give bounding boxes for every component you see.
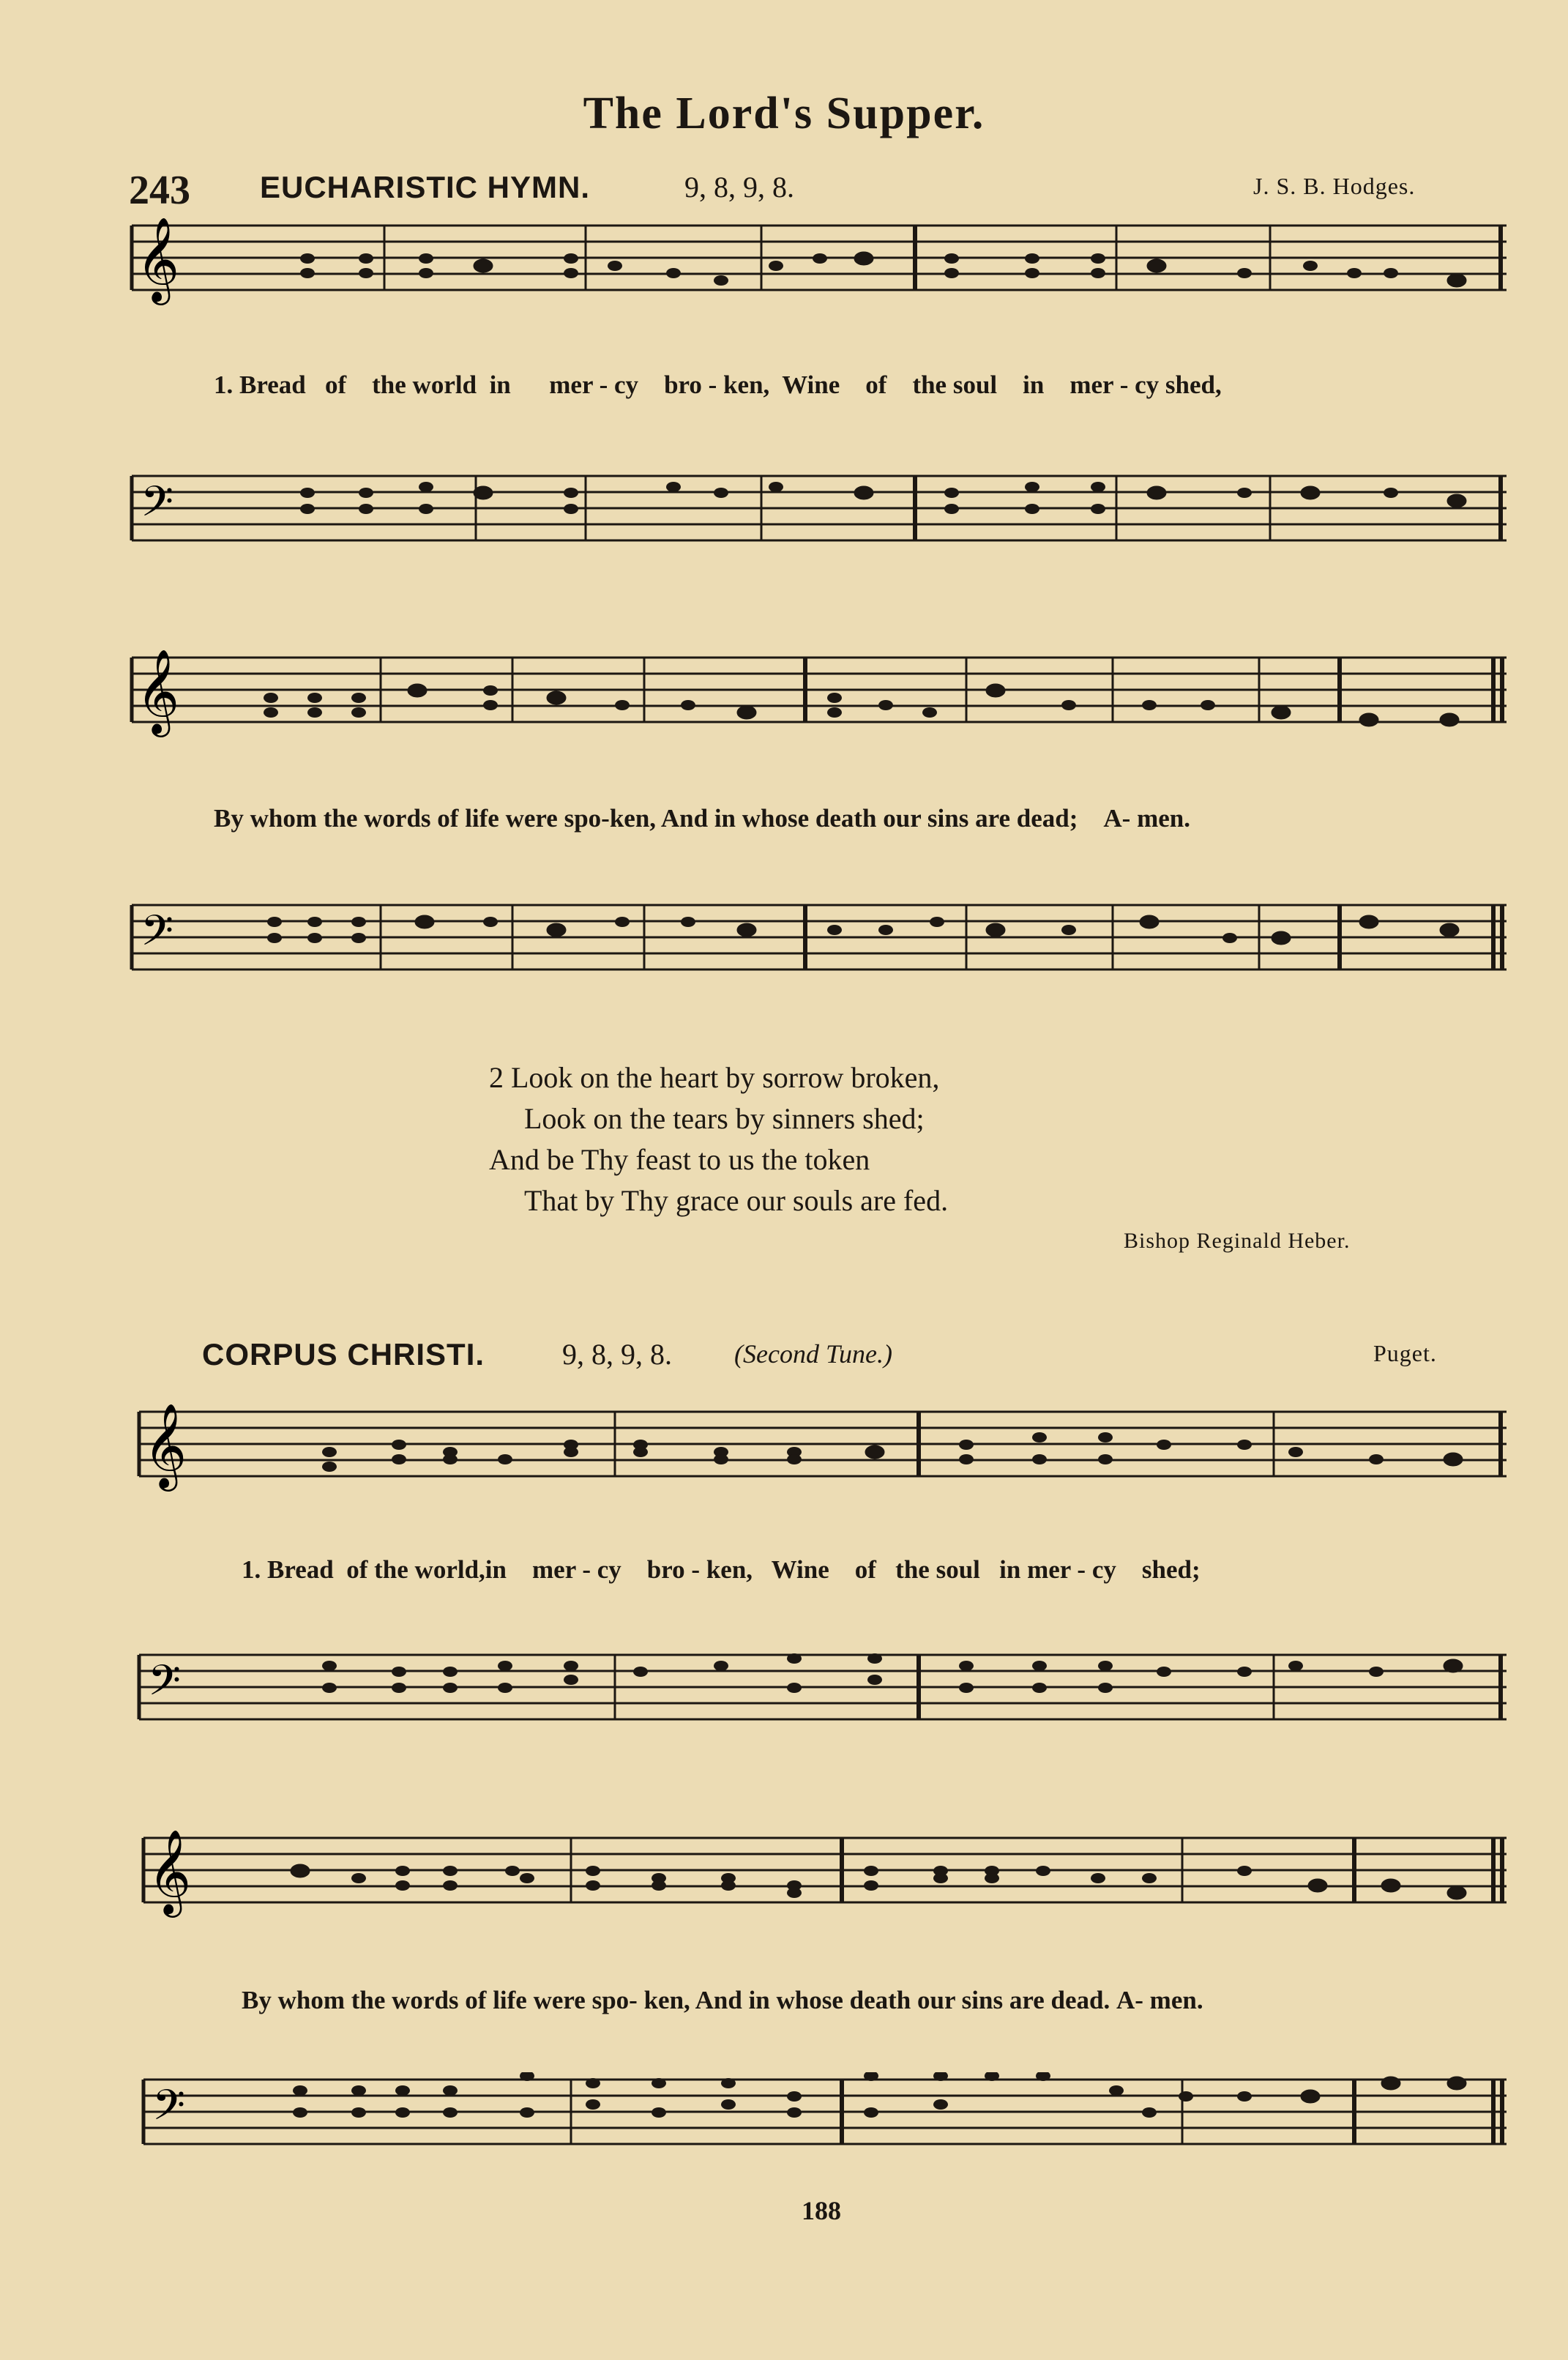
system-3-lyrics: 1. Bread of the world,in mer - cy bro - ken, Wine of the soul in mer - cy shed; <box>242 1555 1201 1584</box>
hymn-title: EUCHARISTIC HYMN. <box>260 170 591 204</box>
svg-text:𝄞: 𝄞 <box>136 650 180 734</box>
system-1-treble-staff <box>0 218 1568 328</box>
second-tune-label: (Second Tune.) <box>734 1339 892 1369</box>
page-number: 188 <box>802 2196 841 2225</box>
system-2-lyrics: By whom the words of life were spo-ken, And in whose death our sins are dead; A- men. <box>214 804 1190 833</box>
verse-author: Bishop Reginald Heber. <box>1124 1229 1351 1253</box>
verse-line: 2 Look on the heart by sorrow broken, <box>489 1061 940 1094</box>
system-4-bass-staff <box>0 2072 1568 2182</box>
hymn-title: CORPUS CHRISTI. <box>202 1337 485 1371</box>
system-4-treble-staff <box>0 1831 1568 1940</box>
svg-text:𝄢: 𝄢 <box>148 1656 182 1716</box>
verse-line: And be Thy feast to us the token <box>489 1143 870 1176</box>
hymn-meter: 9, 8, 9, 8. <box>562 1338 672 1371</box>
svg-text:𝄞: 𝄞 <box>143 1404 187 1488</box>
amen-lyric: A- men. <box>1116 1986 1203 2014</box>
hymn-meter: 9, 8, 9, 8. <box>684 171 794 204</box>
verse-line: Look on the tears by sinners shed; <box>524 1102 925 1135</box>
system-3-bass-staff <box>0 1648 1568 1757</box>
system-4-lyrics: By whom the words of life were spo- ken, And in whose death our sins are dead. A- men. <box>242 1986 1203 2014</box>
system-3-treble-staff <box>0 1404 1568 1514</box>
svg-text:𝄢: 𝄢 <box>141 906 174 966</box>
system-2-bass-staff <box>0 898 1568 1008</box>
system-1-bass-staff <box>0 469 1568 578</box>
hymn-composer: Puget. <box>1373 1340 1437 1366</box>
svg-text:𝄞: 𝄞 <box>136 218 180 302</box>
verse-line: That by Thy grace our souls are fed. <box>524 1184 949 1217</box>
hymn-composer: J. S. B. Hodges. <box>1253 173 1416 199</box>
svg-text:𝄢: 𝄢 <box>141 477 174 537</box>
svg-text:𝄞: 𝄞 <box>148 1831 192 1914</box>
section-title: The Lord's Supper. <box>583 89 985 138</box>
system-1-lyrics: 1. Bread of the world in mer - cy bro - ken, Wine of the soul in mer - cy shed, <box>214 371 1222 399</box>
svg-text:𝄢: 𝄢 <box>152 2080 186 2140</box>
system-2-treble-staff <box>0 650 1568 760</box>
amen-lyric: A- men. <box>1103 804 1190 833</box>
hymn-number: 243 <box>129 168 190 213</box>
